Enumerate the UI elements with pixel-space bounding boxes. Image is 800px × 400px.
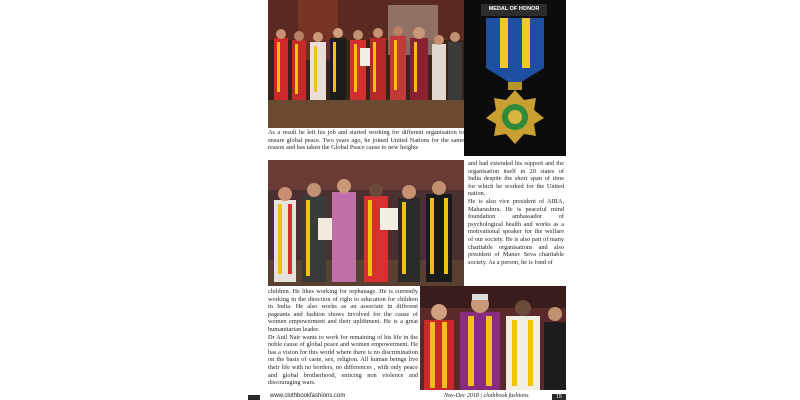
footer-bar-left xyxy=(248,395,260,400)
article-column-right xyxy=(468,160,564,266)
article-column-left xyxy=(268,288,418,387)
article-text: children. He likes working for orphanage. He is currently working in the direction of right to education for children in India. He also works as an associate in different pageants and fashion shows involved for the cause of women empowerment and their upliftment. He is a great humanitarian leader. xyxy=(268,288,418,333)
photo-award-ceremony-middle xyxy=(268,160,464,286)
footer-website: www.clothbookfashions.com xyxy=(270,393,346,399)
page-footer xyxy=(248,394,566,400)
article-text: Dr Anil Nair wants to work for remaining of his life in the noble cause of global peace and women empowerment. He has a vision for this world where there is no discrimination on the basis of caste, sex, religion. All human beings live their life with no borders, no differences , with only peace and global brotherhood, enticing non violence and discouraging wars. xyxy=(268,333,418,387)
article-text: and had extended his support and the organisation itself in 20 states of India despite the short span of time for which he worked for the United nation. xyxy=(468,160,564,198)
photo-award-ceremony-top xyxy=(268,0,464,128)
footer-issue: Nov-Dec 2018 | clothbook fashions xyxy=(444,393,529,399)
photo-medal-of-honor xyxy=(464,0,566,156)
footer-page-number: 15 xyxy=(552,394,566,400)
medal-label: MEDAL OF HONOR xyxy=(488,6,540,12)
magazine-page xyxy=(248,0,566,400)
article-paragraph-intro xyxy=(268,129,464,152)
article-text: As a result he left his job and started working for different organisation to ensure global peace. Two years ago, he joined United Nations for the same reason and has taken the Global Peace cause to new heights xyxy=(268,129,464,152)
article-text: He is also vice president of AIRA, Maharashtra. He is peaceful mind foundation ambassador of psychological health and works as a motivational speaker for the welfare of our society. He is also part of many charitable organisations and also president of Manav Seva charitable society. As a person, he is fond of xyxy=(468,197,564,266)
photo-group-portrait xyxy=(420,286,566,390)
